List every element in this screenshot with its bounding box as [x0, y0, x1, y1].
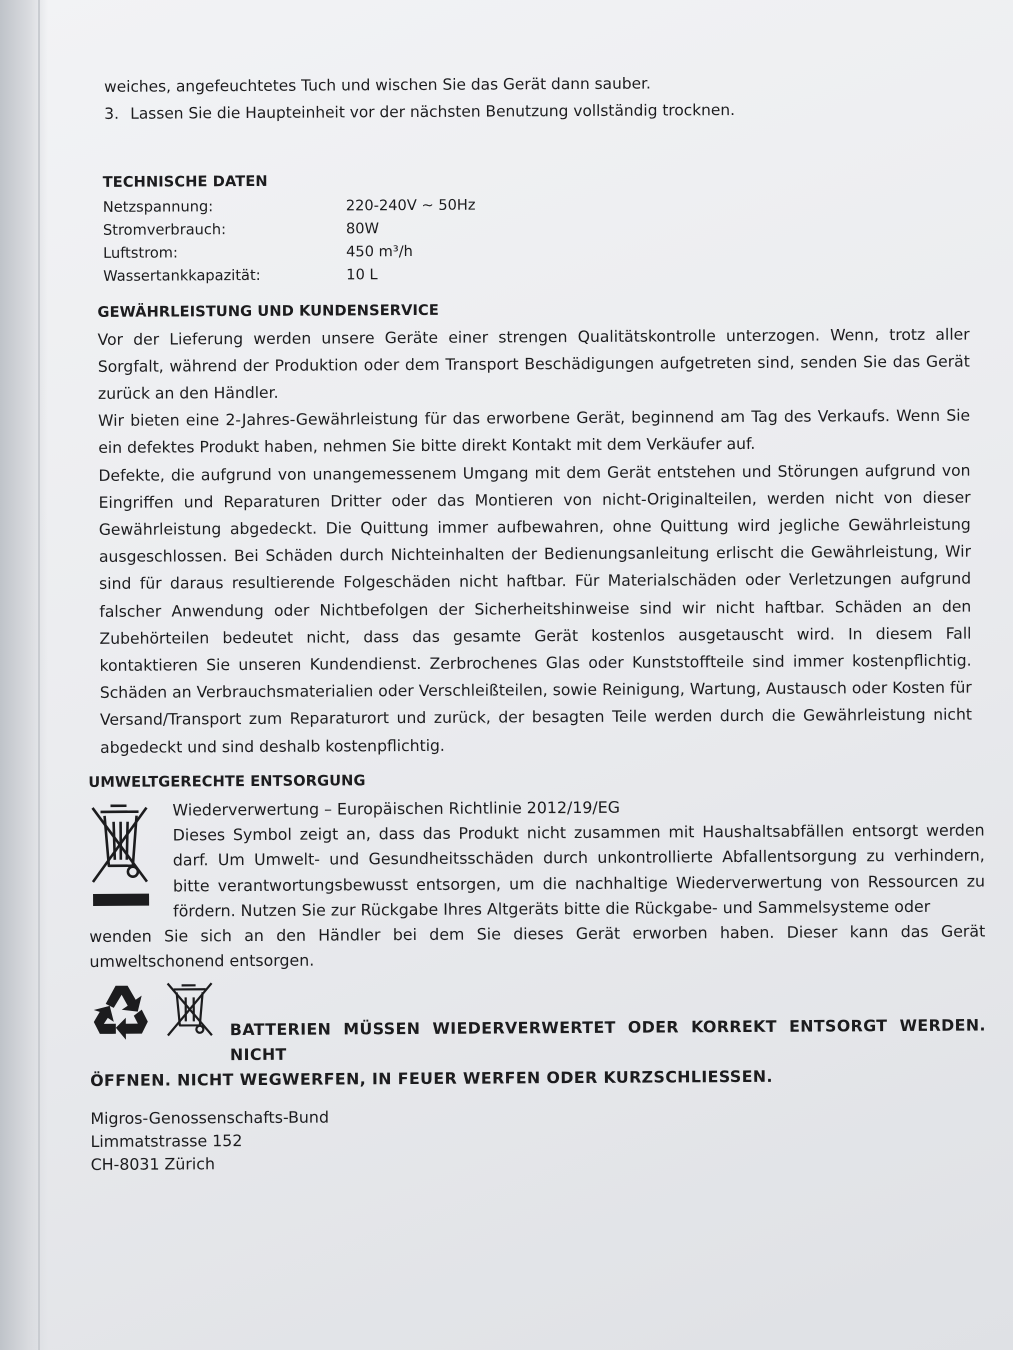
- spec-row: [103, 237, 603, 263]
- technical-data-heading: TECHNISCHE DATEN: [102, 172, 268, 191]
- spec-label: Luftstrom:: [103, 244, 178, 262]
- spec-value: 80W: [345, 219, 380, 237]
- disposal-section: [88, 765, 986, 1177]
- spec-label: Wassertankkapazität:: [103, 266, 261, 285]
- crossed-out-bin-icon: [164, 980, 216, 1040]
- warranty-paragraph: Wir bieten eine 2-Jahres-Gewährleistung für das erworbene Gerät, beginnend am Tag des Verkaufs. Wenn Sie ein defektes Produkt haben, nehmen Sie bitte direkt Kontakt mit dem Verkäufer auf.: [98, 406, 971, 458]
- spec-value: 10 L: [346, 265, 378, 283]
- address-city: CH-8031 Zürich: [90, 1154, 215, 1175]
- battery-icons-row: [90, 971, 986, 1042]
- warranty-heading: GEWÄHRLEISTUNG UND KUNDENSERVICE: [97, 301, 439, 321]
- spec-value: 220-240V ~ 50Hz: [345, 196, 476, 214]
- spec-row: [103, 191, 603, 217]
- page-left-edge: [0, 0, 48, 1350]
- weee-text: [172, 792, 985, 924]
- page-fold-line: [38, 0, 40, 1350]
- spec-value: 450 m³/h: [346, 242, 413, 260]
- weee-block: [88, 792, 985, 925]
- step-text: Lassen Sie die Haupteinheit vor der nächsten Benutzung vollständig trocknen.: [130, 101, 736, 123]
- crossed-out-wheelie-bin-icon: [88, 799, 151, 907]
- address-street: Limmatstrasse 152: [90, 1131, 243, 1152]
- weee-directive: Wiederverwertung – Europäischen Richtlinie 2012/19/EG: [172, 797, 621, 820]
- spec-label: Stromverbrauch:: [102, 220, 227, 239]
- battery-warning-line2: ÖFFNEN. NICHT WEGWERFEN, IN FEUER WERFEN ODER KURZSCHLIESSEN.: [90, 1067, 773, 1091]
- battery-warning-line1: BATTERIEN MÜSSEN WIEDERVERWERTET ODER KORREKT ENTSORGT WERDEN. NICHT: [229, 1015, 986, 1065]
- recycling-arrows-icon: [92, 980, 152, 1040]
- warranty-section: [97, 295, 972, 762]
- page-content: [82, 65, 986, 1175]
- step-number: 3.: [104, 104, 120, 123]
- disposal-heading: UMWELTGERECHTE ENTSORGUNG: [88, 772, 366, 791]
- spec-row: [103, 214, 603, 240]
- spec-row: [103, 260, 603, 286]
- warranty-paragraph: Vor der Lieferung werden unsere Geräte einer strengen Qualitätskontrolle unterzogen. Wenn, trotz aller Sorgfalt, während der Produktion oder dem Transport Beschädigungen aufgetreten sind, senden Sie das Gerät zurück an den Händler.: [97, 325, 970, 403]
- weee-description: Dieses Symbol zeigt an, dass das Produkt nicht zusammen mit Haushaltsabfällen entsorgt werden darf. Um Umwelt- und Gesundheitsschäden durch unkontrollierte Abfallentsorgung zu verhindern, bitte verantwortungsbewusst entsorgen, um die nachhaltige Wiederverwertung von Ressourcen zu fördern. Nutzen Sie zur Rückgabe Ihres Altgeräts bitte die Rückgabe- und Sammelsysteme oder: [172, 820, 986, 921]
- technical-data-section: [103, 167, 604, 287]
- warranty-paragraph: Defekte, die aufgrund von unangemessenem Umgang mit dem Gerät entstehen und Störungen aufgrund von Eingriffen und Reparaturen Dritter oder das Montieren von nicht-Originalteilen, werden nicht von dieser Gewährleistung abgedeckt. Die Quittung immer aufbewahren, ohne Quittung wird jegliche Gewährleistung ausgeschlossen. Bei Schäden durch Nichteinhalten der Bedienungsanleitung erlischt die Gewährleistung, Wir sind für daraus resultierende Folgeschäden nicht haftbar. Für Materialschäden oder Verletzungen aufgrund falscher Anwendung oder Nichtbefolgen der Sicherheitshinweise sind wir nicht haftbar. Schäden an den Zubehörteilen bedeutet nicht, dass das gesamte Gerät kostenlos ausgetauscht wird. In diesem Fall kontaktieren Sie unseren Kundendienst. Zerbrochenes Glas oder Kunststoffteile sind immer kostenpflichtig. Schäden an Verbrauchsmaterialien oder Verschleißteilen, sowie Reinigung, Wartung, Austausch oder Kosten für Versand/Transport zum Reparaturort und zurück, der besagten Teile werden durch die Gewährleistung nicht abgedeckt und sind deshalb kostenpflichtig.: [98, 461, 973, 757]
- spec-label: Netzspannung:: [102, 197, 214, 216]
- cleaning-step-3: [104, 97, 735, 127]
- cleaning-step-continuation: weiches, angefeuchtetes Tuch und wischen Sie das Gerät dann sauber.: [104, 74, 651, 96]
- manufacturer-address: [90, 1102, 986, 1176]
- weee-description-continued: wenden Sie sich an den Händler bei dem Sie dieses Gerät erworben haben. Dieser kann das Gerät umweltschonend entsorgen.: [89, 921, 986, 972]
- address-company: Migros-Genossenschafts-Bund: [90, 1107, 330, 1129]
